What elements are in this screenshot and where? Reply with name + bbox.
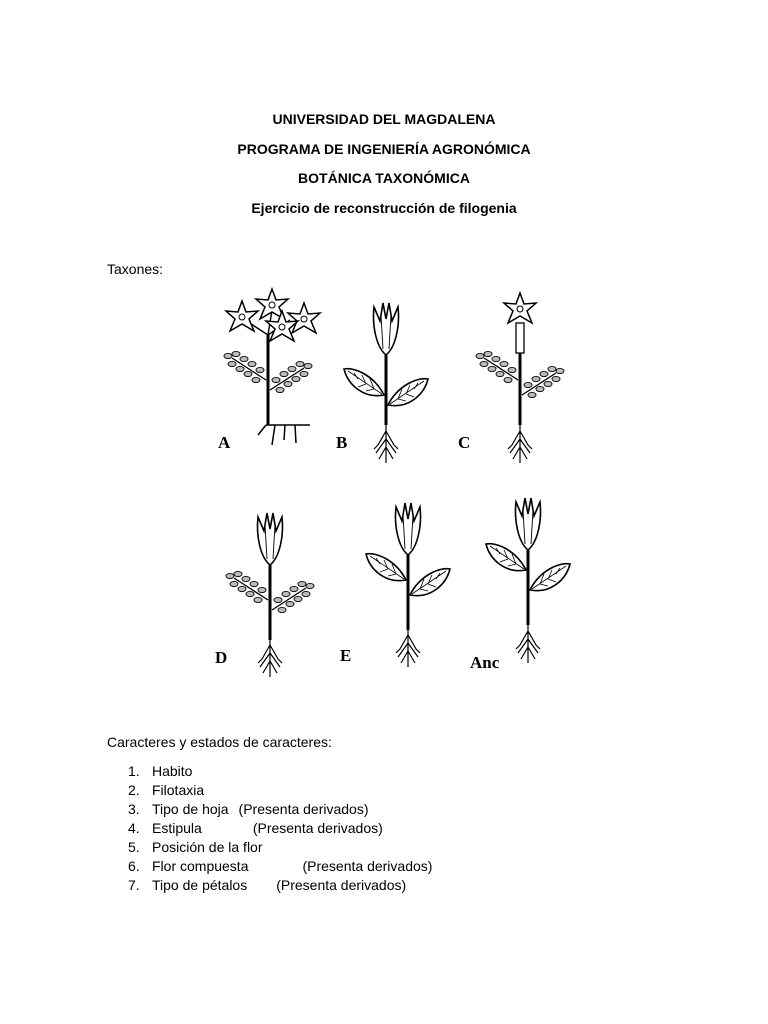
taxa-label: Taxones: (107, 261, 164, 277)
characters-label: Caracteres y estados de caracteres: (107, 734, 332, 750)
taxon-e-plant (366, 503, 450, 667)
list-item (128, 838, 432, 857)
course-title: BOTÁNICA TAXONÓMICA (298, 170, 470, 186)
taxon-letter-b: B (336, 433, 348, 452)
item-name: Habito (152, 763, 193, 779)
taxon-letter-d: D (215, 648, 228, 667)
item-number: 6. (128, 858, 140, 874)
item-name: Tipo de pétalos (152, 877, 248, 893)
item-number: 2. (128, 782, 140, 798)
taxon-letter-a: A (218, 433, 231, 452)
item-number: 4. (128, 820, 140, 836)
taxon-c-plant (476, 293, 564, 463)
item-name: Flor compuesta (152, 858, 249, 874)
item-note: (Presenta derivados) (252, 820, 383, 836)
taxa-illustration (200, 285, 600, 695)
program-title: PROGRAMA DE INGENIERÍA AGRONÓMICA (237, 141, 531, 157)
item-number: 3. (128, 801, 140, 817)
item-note: (Presenta derivados) (238, 801, 369, 817)
list-item (128, 819, 432, 838)
taxon-letter-c: C (458, 433, 471, 452)
taxon-b-plant (344, 303, 428, 463)
exercise-title: Ejercicio de reconstrucción de filogenia (251, 200, 517, 216)
item-name: Estipula (152, 820, 202, 836)
item-note: (Presenta derivados) (276, 877, 407, 893)
item-number: 1. (128, 763, 140, 779)
item-name: Posición de la flor (152, 839, 263, 855)
university-title: UNIVERSIDAD DEL MAGDALENA (272, 111, 496, 127)
characters-list (128, 762, 432, 895)
taxon-letter-anc: Anc (470, 653, 500, 672)
item-number: 7. (128, 877, 140, 893)
list-item (128, 857, 432, 876)
taxon-a-plant (224, 289, 320, 445)
list-item (128, 876, 432, 895)
list-item (128, 781, 432, 800)
list-item (128, 762, 432, 781)
taxon-anc-plant (486, 498, 570, 663)
taxon-letter-e: E (340, 646, 352, 665)
taxon-d-plant (226, 513, 314, 677)
item-name: Tipo de hoja (152, 801, 229, 817)
item-number: 5. (128, 839, 140, 855)
item-note: (Presenta derivados) (302, 858, 433, 874)
list-item (128, 800, 432, 819)
item-name: Filotaxia (152, 782, 205, 798)
